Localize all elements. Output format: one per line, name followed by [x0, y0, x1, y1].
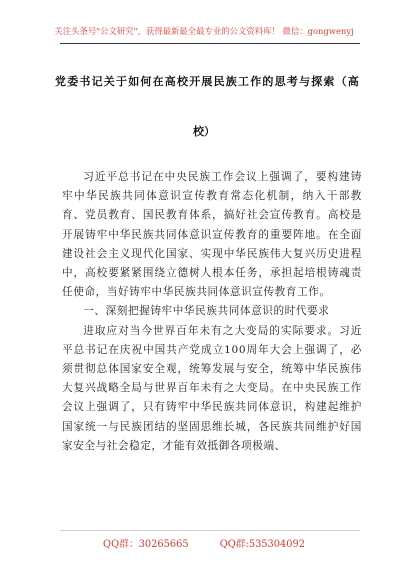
- footer-qq-group-1: QQ群：30265665: [103, 539, 189, 550]
- document-body: [62, 168, 362, 456]
- section-heading: 一、深刻把握铸牢中华民族共同体意识的时代要求: [83, 305, 330, 318]
- document-title-line2: 校）: [193, 125, 215, 138]
- footer-qq-group-2: QQ群:535304092: [219, 539, 305, 550]
- header-divider: [60, 43, 360, 44]
- page-footer: [0, 536, 408, 550]
- paragraph-section-one: 进取应对当今世界百年未有之大变局的实际要求。习近平总书记在庆祝中国共产党成立100周年大会上强调了，必须贯彻总体国家安全观，统筹发展与安全，统筹中华民族伟大复兴战略全局与世界百年未有之大变局。在中央民族工作会议上强调了，只有铸牢中华民族共同体意识，构建起维护国家统一与民族团结的坚固思维长城，各民族共同维护好国家安全与社会稳定，才能有效抵御各项极端、: [62, 324, 362, 452]
- page-header-note: 关注头条号"公文研究"，获得最新最全最专业的公文资料库！ 微信：gongwenyj: [54, 26, 354, 36]
- footer-divider: [60, 530, 360, 531]
- document-title-line1: 党委书记关于如何在高校开展民族工作的思考与探索（高: [55, 75, 360, 88]
- paragraph-intro: 习近平总书记在中央民族工作会议上强调了，要构建铸牢中华民族共同体意识宣传教育常态化机制，纳入干部教育、党员教育、国民教育体系，搞好社会宣传教育。高校是开展铸牢中华民族共同体意识宣传教育的重要阵地。在全面建设社会主义现代化国家、实现中华民族伟大复兴历史进程中，高校要紧紧围绕立德树人根本任务，承担起培根铸魂责任使命，当好铸牢中华民族共同体意识宣传教育工作。: [62, 171, 362, 299]
